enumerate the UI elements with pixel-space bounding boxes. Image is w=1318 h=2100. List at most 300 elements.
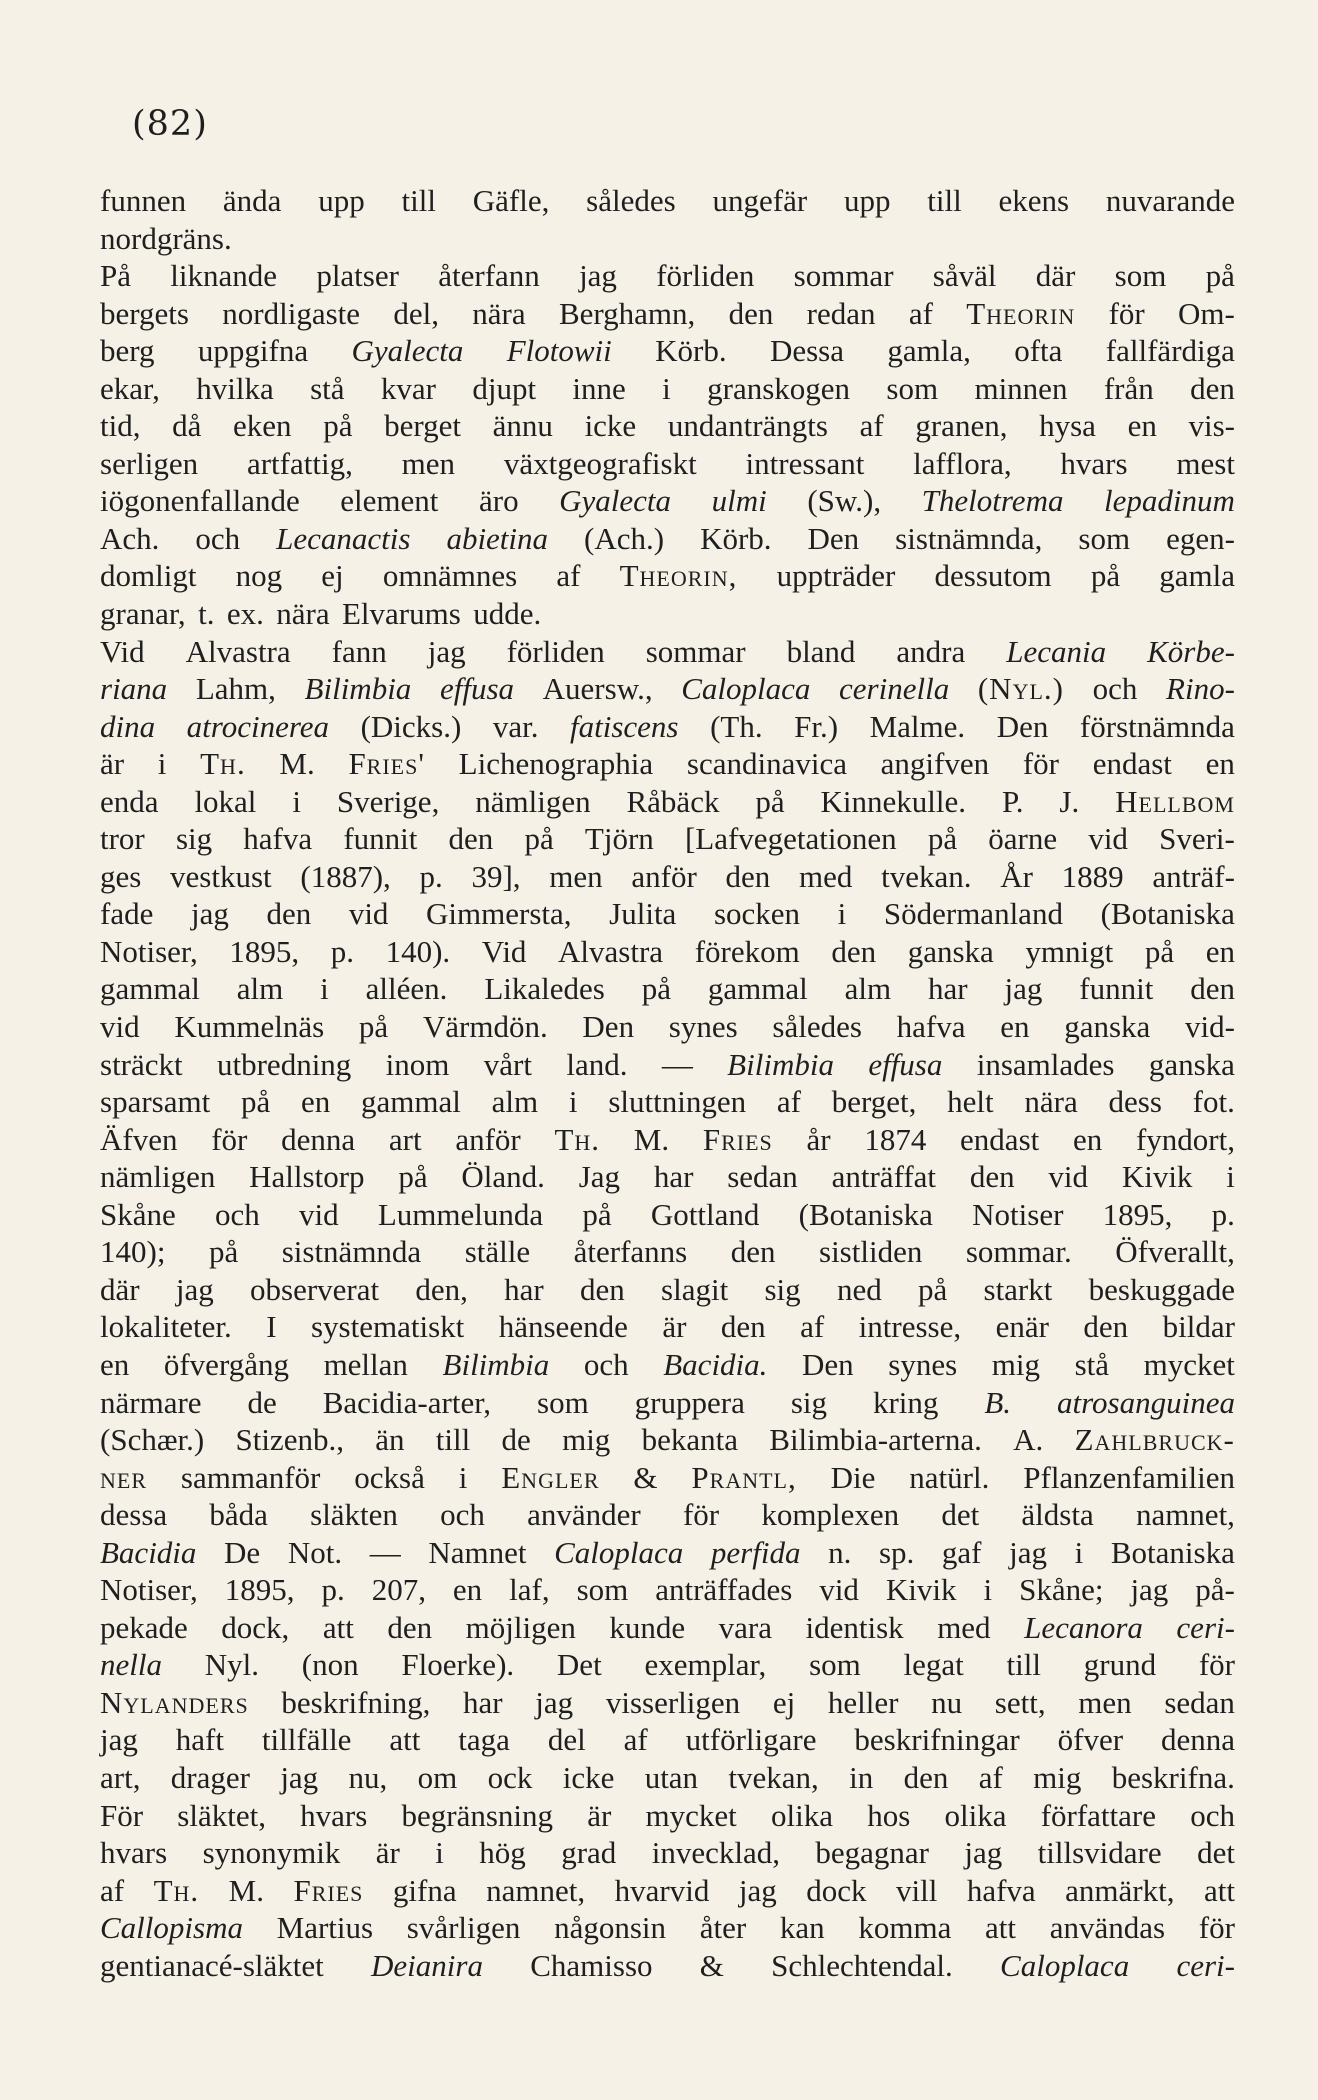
word: begagnar bbox=[815, 1835, 929, 1871]
word: ned bbox=[836, 1271, 882, 1307]
word: återfann bbox=[438, 258, 540, 294]
word: den bbox=[831, 933, 877, 969]
text-line bbox=[100, 1534, 1235, 1572]
word: hafva bbox=[896, 1009, 966, 1045]
word: exemplar, bbox=[644, 1647, 767, 1683]
word: och bbox=[215, 1196, 260, 1232]
word: undanträngts bbox=[667, 408, 828, 444]
word: grund bbox=[1083, 1647, 1157, 1683]
word: har bbox=[504, 1271, 544, 1307]
word: sträckt bbox=[100, 1046, 183, 1082]
word: men bbox=[1078, 1684, 1132, 1720]
word: således bbox=[772, 1009, 862, 1045]
word: berg bbox=[100, 333, 155, 369]
word: 39], bbox=[471, 858, 521, 894]
word: af bbox=[859, 408, 884, 444]
word: på bbox=[582, 1196, 612, 1232]
word: är bbox=[587, 1797, 612, 1833]
word: gammal bbox=[100, 971, 200, 1007]
word: ännu bbox=[492, 408, 553, 444]
word: cerinella bbox=[839, 671, 950, 707]
word: Stizenb., bbox=[235, 1422, 344, 1458]
word: nuvarande bbox=[1105, 183, 1235, 218]
word: Notiser, bbox=[100, 1572, 198, 1608]
word: scandinavica bbox=[686, 746, 847, 782]
word: fade bbox=[100, 896, 154, 932]
word: (Botaniska bbox=[1100, 896, 1235, 932]
word: åter bbox=[699, 1910, 747, 1946]
text-line bbox=[100, 783, 1235, 821]
word: tillfälle bbox=[261, 1722, 352, 1758]
word: för bbox=[1198, 1647, 1235, 1683]
word: på bbox=[524, 821, 554, 857]
word: ungefär bbox=[712, 183, 808, 218]
word: helt bbox=[947, 1084, 994, 1120]
word: utan bbox=[644, 1759, 699, 1795]
word: år bbox=[806, 1121, 831, 1157]
word: på bbox=[927, 821, 958, 857]
word: öfver bbox=[1057, 1722, 1124, 1758]
word: Lahm, bbox=[195, 671, 276, 707]
word: del, bbox=[393, 295, 439, 331]
word: af bbox=[776, 1084, 801, 1120]
word: upp bbox=[843, 183, 891, 218]
word: gifna bbox=[392, 1872, 457, 1908]
word: Th. bbox=[153, 1872, 200, 1908]
word: (Botaniska bbox=[798, 1196, 933, 1232]
word: jag bbox=[280, 1759, 319, 1795]
word: abietina bbox=[446, 520, 549, 556]
word: till bbox=[401, 183, 436, 218]
word: Körb. bbox=[700, 520, 772, 556]
text-line bbox=[100, 1121, 1235, 1159]
word: Martius bbox=[276, 1910, 374, 1946]
word: Hallstorp bbox=[249, 1159, 365, 1195]
word: uppgifna bbox=[197, 333, 309, 369]
word: då bbox=[172, 408, 202, 444]
word: den bbox=[728, 295, 774, 331]
word: fallfärdiga bbox=[1105, 333, 1235, 369]
text-line bbox=[100, 1759, 1235, 1797]
word: jag bbox=[1130, 1572, 1169, 1608]
word: laf, bbox=[509, 1572, 550, 1608]
word: 1895, bbox=[224, 1572, 295, 1608]
word: Botaniska bbox=[1110, 1534, 1235, 1570]
word: omnämnes bbox=[382, 558, 518, 594]
word: Lecanora bbox=[1024, 1609, 1143, 1645]
word: Den bbox=[807, 520, 860, 556]
word: ock bbox=[487, 1759, 533, 1795]
word: serligen bbox=[100, 445, 199, 481]
word: ymnigt bbox=[1025, 933, 1114, 969]
word: p. bbox=[419, 858, 443, 894]
text-line bbox=[100, 1684, 1235, 1722]
word: där bbox=[100, 1271, 140, 1307]
word: fot. bbox=[1192, 1084, 1235, 1120]
word: jag bbox=[964, 1835, 1003, 1871]
word: denna bbox=[281, 1121, 356, 1157]
word: hvilka bbox=[196, 370, 274, 406]
word: hvars bbox=[100, 1835, 168, 1871]
word: vid bbox=[819, 1572, 859, 1608]
word: en bbox=[1205, 933, 1235, 969]
word: den bbox=[580, 1271, 625, 1307]
word: Rino- bbox=[1166, 671, 1235, 707]
word: nella bbox=[100, 1647, 162, 1683]
word: Lichenographia bbox=[458, 746, 654, 782]
word: Dessa bbox=[769, 333, 845, 369]
word: Caloplaca bbox=[681, 671, 811, 707]
word: Den bbox=[582, 1009, 635, 1045]
word: ej bbox=[321, 558, 344, 594]
word: med bbox=[798, 858, 853, 894]
word: 140); bbox=[100, 1234, 166, 1270]
word: Auersw., bbox=[542, 671, 653, 707]
word: iögonenfallande bbox=[100, 483, 300, 519]
word: endast bbox=[960, 1121, 1040, 1157]
word: Om- bbox=[1178, 295, 1235, 331]
word: vid bbox=[1048, 1159, 1089, 1195]
word: legat bbox=[903, 1647, 964, 1683]
word: gentianacé-släktet bbox=[100, 1947, 324, 1983]
word: utförligare bbox=[685, 1722, 817, 1758]
word: jag bbox=[175, 1271, 214, 1307]
word: drager bbox=[170, 1759, 250, 1795]
text-line bbox=[100, 1196, 1235, 1234]
text-line bbox=[100, 933, 1235, 971]
word: element bbox=[340, 483, 439, 519]
word: heller bbox=[827, 1684, 899, 1720]
word: öarne bbox=[988, 821, 1058, 857]
word: ekar, bbox=[100, 370, 160, 406]
word: p. bbox=[330, 933, 354, 969]
word: till bbox=[435, 1422, 471, 1458]
word: för bbox=[1108, 295, 1145, 331]
word: Lecania bbox=[1006, 633, 1107, 669]
word: mig bbox=[562, 1422, 611, 1458]
word: eken bbox=[233, 408, 292, 444]
word: som bbox=[886, 370, 939, 406]
word: bland bbox=[786, 633, 856, 669]
word: uppträder bbox=[776, 558, 896, 594]
text-line bbox=[100, 257, 1235, 295]
word: M. bbox=[633, 1121, 670, 1157]
word: 207, bbox=[371, 1572, 426, 1608]
word: använder bbox=[527, 1497, 641, 1533]
word: ofta bbox=[1014, 333, 1063, 369]
word: Södermanland bbox=[883, 896, 1063, 932]
word: (Dicks.) bbox=[360, 708, 462, 744]
word: Nyl. bbox=[204, 1647, 260, 1683]
word: ulmi bbox=[711, 483, 767, 519]
word: starkt bbox=[983, 1271, 1053, 1307]
word: Berghamn, bbox=[558, 295, 696, 331]
word: 1889 bbox=[1061, 858, 1124, 894]
word: jag bbox=[190, 896, 229, 932]
word: 1895, bbox=[229, 933, 300, 969]
word: Äfven bbox=[100, 1121, 178, 1157]
word: jag bbox=[535, 1684, 574, 1720]
word: har bbox=[928, 971, 968, 1007]
word: lafflora, bbox=[913, 445, 1012, 481]
text-line bbox=[100, 1459, 1235, 1497]
word: ceri- bbox=[1176, 1947, 1235, 1983]
word: ekens bbox=[998, 183, 1070, 218]
word: som bbox=[1114, 258, 1167, 294]
word: gaf bbox=[941, 1534, 982, 1570]
word: ända bbox=[222, 183, 282, 218]
text-line bbox=[100, 820, 1235, 858]
word: atrosanguinea bbox=[1057, 1384, 1235, 1420]
word: atrocinerea bbox=[186, 708, 330, 744]
word: redan bbox=[806, 295, 876, 331]
word: Elvarums bbox=[341, 596, 461, 632]
word: i bbox=[568, 1084, 578, 1120]
word: (1887), bbox=[300, 858, 391, 894]
word: liknande bbox=[170, 258, 278, 294]
word: förstnämnda bbox=[1079, 708, 1235, 744]
word: Bilimbia bbox=[442, 1346, 550, 1382]
word: är bbox=[662, 1309, 687, 1345]
word: synes bbox=[888, 1346, 958, 1382]
word: anträffat bbox=[831, 1159, 937, 1195]
word: Fries bbox=[702, 1121, 773, 1157]
word: synes bbox=[668, 1009, 738, 1045]
word: granskogen bbox=[707, 370, 851, 406]
text-line bbox=[100, 482, 1235, 520]
word: Th. bbox=[200, 746, 246, 782]
word: närmare bbox=[100, 1384, 202, 1420]
word: Callopisma bbox=[100, 1910, 243, 1946]
word: t. bbox=[198, 596, 215, 632]
word: Körbe- bbox=[1147, 633, 1235, 669]
word: en bbox=[1127, 408, 1157, 444]
word: hvars bbox=[300, 1797, 368, 1833]
word: synonymik bbox=[202, 1835, 341, 1871]
word: en bbox=[1000, 1009, 1030, 1045]
word: jag bbox=[1004, 971, 1043, 1007]
word: Kivik bbox=[885, 1572, 957, 1608]
word: en bbox=[1205, 746, 1235, 782]
word: och bbox=[195, 520, 241, 556]
word: Floerke). bbox=[401, 1647, 515, 1683]
word: den bbox=[1083, 1309, 1129, 1345]
word: sig bbox=[790, 1384, 827, 1420]
word: inom bbox=[385, 1046, 450, 1082]
word: Körb. bbox=[655, 333, 727, 369]
word: den bbox=[1190, 370, 1235, 406]
word: perfida bbox=[710, 1534, 801, 1570]
word: den bbox=[387, 1609, 433, 1645]
word: på bbox=[755, 783, 785, 819]
word: jag bbox=[738, 1872, 777, 1908]
word: på bbox=[917, 1271, 948, 1307]
word: ner bbox=[100, 1459, 147, 1495]
word: Gimmersta, bbox=[426, 896, 572, 932]
word: domligt bbox=[100, 558, 197, 594]
word: (Nyl.) bbox=[977, 671, 1064, 707]
word: användas bbox=[1049, 1910, 1166, 1946]
word: en bbox=[452, 1572, 483, 1608]
word: alléen. bbox=[365, 971, 448, 1007]
word: icke bbox=[562, 1759, 615, 1795]
word: komma bbox=[858, 1910, 952, 1946]
word: jag bbox=[427, 633, 466, 669]
word: gammal bbox=[361, 1084, 461, 1120]
word: Not. bbox=[287, 1534, 343, 1570]
word: anträf- bbox=[1152, 858, 1235, 894]
word: inne bbox=[572, 370, 626, 406]
word: ex. bbox=[226, 596, 264, 632]
word: natürl. bbox=[909, 1459, 990, 1495]
word: nordgräns. bbox=[100, 220, 232, 256]
text-line bbox=[100, 633, 1235, 671]
word: Bilimbia bbox=[727, 1046, 834, 1082]
word: kunde bbox=[609, 1609, 686, 1645]
word: vid bbox=[348, 896, 389, 932]
word: alm bbox=[491, 1084, 539, 1120]
word: på bbox=[641, 971, 671, 1007]
word: på bbox=[323, 408, 353, 444]
word: anför bbox=[631, 858, 697, 894]
word: ej bbox=[772, 1684, 796, 1720]
text-line bbox=[100, 1834, 1235, 1872]
word: Thelotrema bbox=[921, 483, 1064, 519]
word: Hellbom bbox=[1115, 783, 1235, 819]
word: andra bbox=[896, 633, 966, 669]
word: 140). bbox=[385, 933, 451, 969]
word: den bbox=[730, 1234, 776, 1270]
word: namnet, bbox=[1135, 1497, 1235, 1533]
word: lokal bbox=[194, 783, 257, 819]
word: i bbox=[1226, 1159, 1235, 1195]
word: den bbox=[969, 1159, 1015, 1195]
word: på bbox=[398, 1159, 428, 1195]
word: Theorin, bbox=[619, 558, 738, 594]
word: äro bbox=[478, 483, 519, 519]
word: Schlechtendal. bbox=[771, 1947, 953, 1983]
text-line bbox=[100, 895, 1235, 933]
word: taga bbox=[458, 1722, 510, 1758]
text-line bbox=[100, 1947, 1235, 1985]
word: granar, bbox=[100, 596, 186, 632]
word: effusa bbox=[439, 671, 515, 707]
word: på bbox=[208, 1234, 239, 1270]
word: vis- bbox=[1188, 408, 1235, 444]
word: Bilimbia bbox=[304, 671, 412, 707]
word: visserligen bbox=[605, 1684, 741, 1720]
text-line bbox=[100, 182, 1235, 220]
word: vid- bbox=[1185, 1009, 1235, 1045]
word: p. bbox=[321, 1572, 345, 1608]
word: sparsamt bbox=[100, 1084, 211, 1120]
word: haft bbox=[175, 1722, 224, 1758]
word: vårt bbox=[483, 1046, 532, 1082]
word: vid bbox=[299, 1196, 339, 1232]
word: sett, bbox=[994, 1684, 1046, 1720]
word: fann bbox=[331, 633, 387, 669]
text-line bbox=[100, 1609, 1235, 1647]
word: svårligen bbox=[406, 1910, 521, 1946]
word: att bbox=[322, 1609, 354, 1645]
word: Tjörn bbox=[584, 821, 654, 857]
word: sommar. bbox=[965, 1234, 1072, 1270]
word: slagit bbox=[661, 1271, 729, 1307]
word: lokaliteter. bbox=[100, 1309, 232, 1345]
word: Alvastra bbox=[185, 633, 291, 669]
word: intresse, bbox=[858, 1309, 962, 1345]
word: och bbox=[1190, 1797, 1235, 1833]
word: har bbox=[463, 1684, 503, 1720]
word: Kummelnäs bbox=[174, 1009, 325, 1045]
word: i bbox=[157, 746, 167, 782]
text-line bbox=[100, 1909, 1235, 1947]
word: den bbox=[266, 896, 312, 932]
word: Gyalecta bbox=[559, 483, 672, 519]
word: i bbox=[435, 1835, 444, 1871]
word: Ach. bbox=[100, 520, 160, 556]
word: återfanns bbox=[573, 1234, 688, 1270]
word: icke bbox=[584, 408, 637, 444]
word: den, bbox=[415, 1271, 468, 1307]
word: jag bbox=[100, 1722, 138, 1758]
word: anmärkt, bbox=[1065, 1872, 1175, 1908]
text-line bbox=[100, 520, 1235, 558]
word: sig bbox=[764, 1271, 801, 1307]
word: sp. bbox=[878, 1534, 915, 1570]
word: År bbox=[1000, 858, 1033, 894]
word: (non bbox=[301, 1647, 359, 1683]
word: grad bbox=[561, 1835, 617, 1871]
word: djupt bbox=[472, 370, 537, 406]
word: granen, bbox=[915, 408, 1008, 444]
word: bekanta bbox=[641, 1422, 738, 1458]
word: ställe bbox=[464, 1234, 531, 1270]
word: bildar bbox=[1162, 1309, 1235, 1345]
word: Kivik bbox=[1121, 1159, 1193, 1195]
word: Öland. bbox=[461, 1159, 545, 1195]
word: M. bbox=[228, 1872, 264, 1908]
word: Pflanzenfamilien bbox=[1023, 1459, 1235, 1495]
word: på bbox=[358, 1009, 389, 1045]
word: och bbox=[440, 1497, 485, 1533]
word: det bbox=[941, 1497, 980, 1533]
word: Deianira bbox=[371, 1947, 483, 1983]
word: kvar bbox=[380, 370, 436, 406]
word: sluttningen bbox=[608, 1084, 747, 1120]
word: Chamisso bbox=[530, 1947, 653, 1983]
word: Sverige, bbox=[336, 783, 440, 819]
word: riana bbox=[100, 671, 168, 707]
word: af bbox=[800, 1309, 825, 1345]
word: tid, bbox=[100, 408, 141, 444]
word: begränsning bbox=[401, 1797, 554, 1833]
text-line bbox=[100, 295, 1235, 333]
word: Öfverallt, bbox=[1115, 1234, 1235, 1270]
text-line bbox=[100, 745, 1235, 783]
word: upp bbox=[318, 183, 365, 218]
word: Flotowii bbox=[506, 333, 612, 369]
word: nog bbox=[235, 558, 283, 594]
word: sommar bbox=[645, 633, 746, 669]
text-line bbox=[100, 595, 1235, 633]
word: för bbox=[1022, 746, 1059, 782]
word: Lummelunda bbox=[377, 1196, 544, 1232]
word: med bbox=[937, 1609, 991, 1645]
word: — bbox=[369, 1534, 401, 1570]
word: hysa bbox=[1039, 408, 1096, 444]
word: dessutom bbox=[934, 558, 1052, 594]
